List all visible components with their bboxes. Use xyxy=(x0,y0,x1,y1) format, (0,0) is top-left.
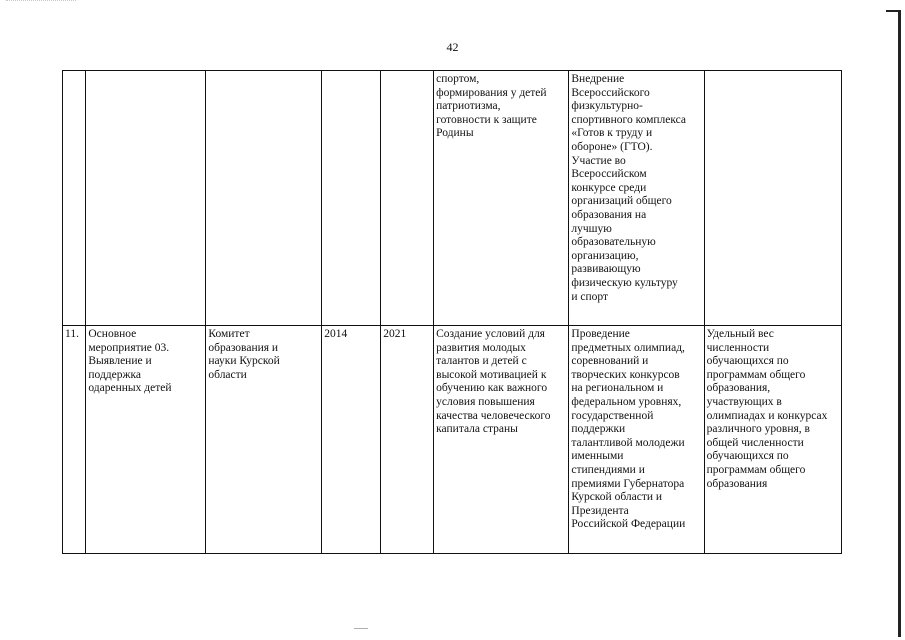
end-year-cell: 2021 xyxy=(381,326,434,554)
binding-edge-mark xyxy=(886,10,901,637)
start-year-cell: 2014 xyxy=(322,326,381,554)
expected-result-cell: Создание условий для развития молодых талантов и детей с высокой мотивацией к обучению как важного условия повышения качества человеческого капитала страны xyxy=(434,326,569,554)
scan-artifact xyxy=(354,628,368,629)
main-directions-cell: Проведение предметных олимпиад, соревнований и творческих конкурсов на региональном и федеральном уровнях, государственной поддержки талантливой молодежи именными стипендиями и премиями Губернатора Курской области и Президента Российской Федерации xyxy=(569,326,704,554)
table-row xyxy=(63,326,842,554)
indicator-cell xyxy=(704,71,841,326)
end-year-cell xyxy=(381,71,434,326)
row-number-cell: 11. xyxy=(63,326,86,554)
executor-cell: Комитет образования и науки Курской области xyxy=(206,326,322,554)
scan-artifact xyxy=(6,0,76,2)
program-table xyxy=(62,70,842,554)
start-year-cell xyxy=(322,71,381,326)
executor-cell xyxy=(206,71,322,326)
page-number: 42 xyxy=(446,40,459,54)
event-name-cell xyxy=(86,71,206,326)
row-number-cell xyxy=(63,71,86,326)
event-name-cell: Основное мероприятие 03. Выявление и поддержка одаренных детей xyxy=(86,326,206,554)
main-directions-cell: Внедрение Всероссийского физкультурно- спортивного комплекса «Готов к труду и обороне» (ГТО). Участие во Всероссийском конкурсе среди организаций общего образования на лучшую образовательную организацию, развивающую физическую культуру и спорт xyxy=(569,71,704,326)
indicator-cell: Удельный вес численности обучающихся по программам общего образования, участвующих в олимпиадах и конкурсах различного уровня, в общей численности обучающихся по программам общего образования xyxy=(704,326,841,554)
expected-result-cell: спортом, формирования у детей патриотизма, готовности к защите Родины xyxy=(434,71,569,326)
table-row xyxy=(63,71,842,326)
